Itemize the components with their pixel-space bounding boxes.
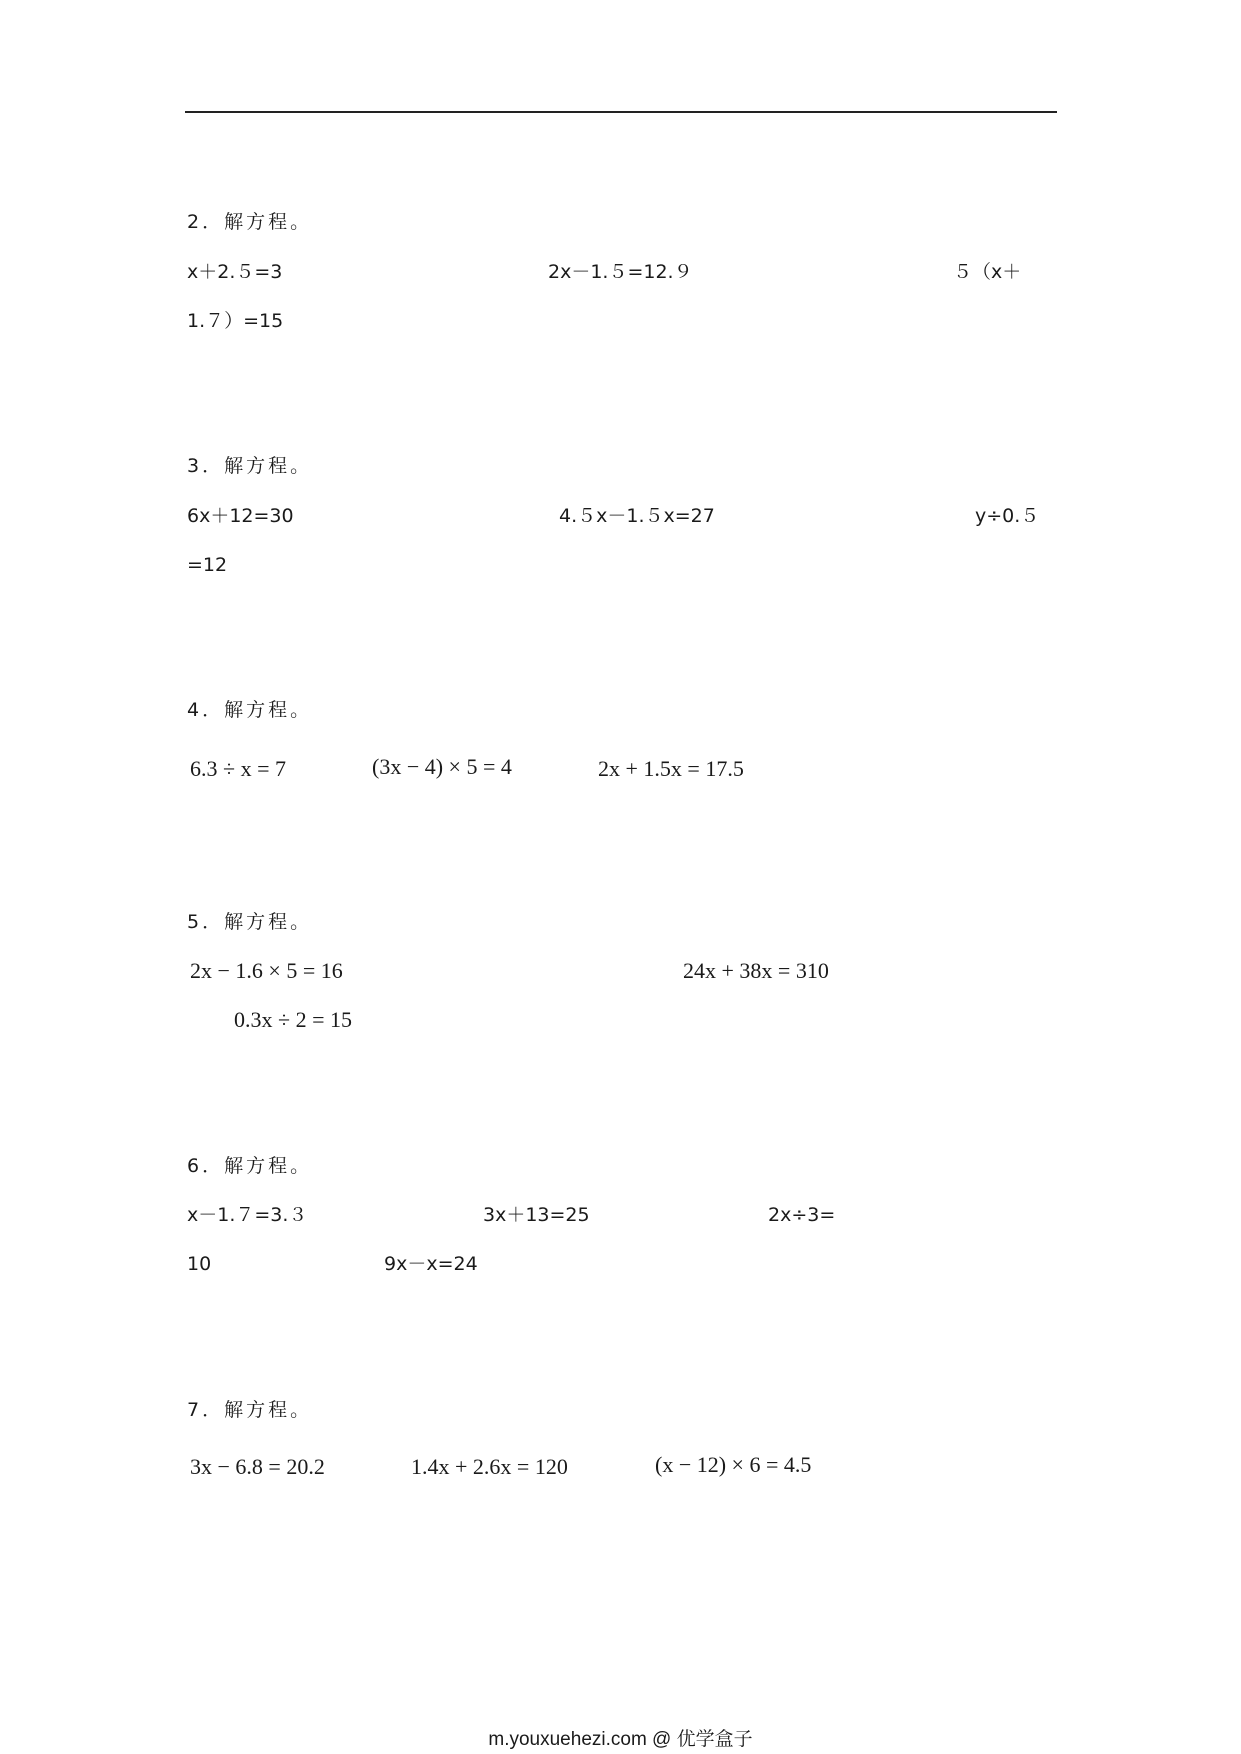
q7-equation-2: 1.4x + 2.6x = 120 bbox=[411, 1454, 568, 1479]
q2-equation-3-cont: 1.７）=15 bbox=[187, 310, 284, 332]
q5-equation-3: 0.3x ÷ 2 = 15 bbox=[234, 1007, 352, 1032]
q4-equation-3: 2x + 1.5x = 17.5 bbox=[598, 756, 744, 781]
q2-equation-3: ５（x＋ bbox=[953, 261, 1022, 283]
q2-heading: 2．解方程。 bbox=[187, 211, 313, 233]
q6-equation-1: x－1.７=3.３ bbox=[187, 1204, 308, 1226]
q6-equation-2: 3x＋13=25 bbox=[483, 1204, 590, 1226]
q2-equation-1: x＋2.５=3 bbox=[187, 261, 283, 283]
q5-equation-1: 2x − 1.6 × 5 = 16 bbox=[190, 958, 343, 983]
q3-equation-2: 4.５x－1.５x=27 bbox=[559, 505, 715, 527]
q7-heading: 7．解方程。 bbox=[187, 1399, 313, 1421]
q7-equation-1: 3x − 6.8 = 20.2 bbox=[190, 1454, 325, 1479]
q4-heading: 4．解方程。 bbox=[187, 699, 313, 721]
q3-equation-3: y÷0.５ bbox=[975, 505, 1040, 527]
q7-equation-3: (x − 12) × 6 = 4.5 bbox=[655, 1452, 812, 1477]
q3-equation-3-cont: =12 bbox=[187, 554, 228, 576]
q6-equation-4: 9x－x=24 bbox=[384, 1253, 478, 1275]
q6-equation-3-cont: 10 bbox=[187, 1253, 212, 1275]
q5-equation-2: 24x + 38x = 310 bbox=[683, 958, 829, 983]
q5-heading: 5．解方程。 bbox=[187, 911, 313, 933]
footer-source: m.youxuehezi.com @ 优学盒子 bbox=[488, 1729, 753, 1750]
q4-equation-1: 6.3 ÷ x = 7 bbox=[190, 756, 286, 781]
q3-equation-1: 6x＋12=30 bbox=[187, 505, 294, 527]
header-rule bbox=[185, 111, 1057, 113]
q2-equation-2: 2x－1.５=12.９ bbox=[548, 261, 693, 283]
q4-equation-2: (3x − 4) × 5 = 4 bbox=[372, 754, 512, 779]
q3-heading: 3．解方程。 bbox=[187, 455, 313, 477]
q6-heading: 6．解方程。 bbox=[187, 1155, 313, 1177]
q6-equation-3: 2x÷3= bbox=[768, 1204, 836, 1226]
